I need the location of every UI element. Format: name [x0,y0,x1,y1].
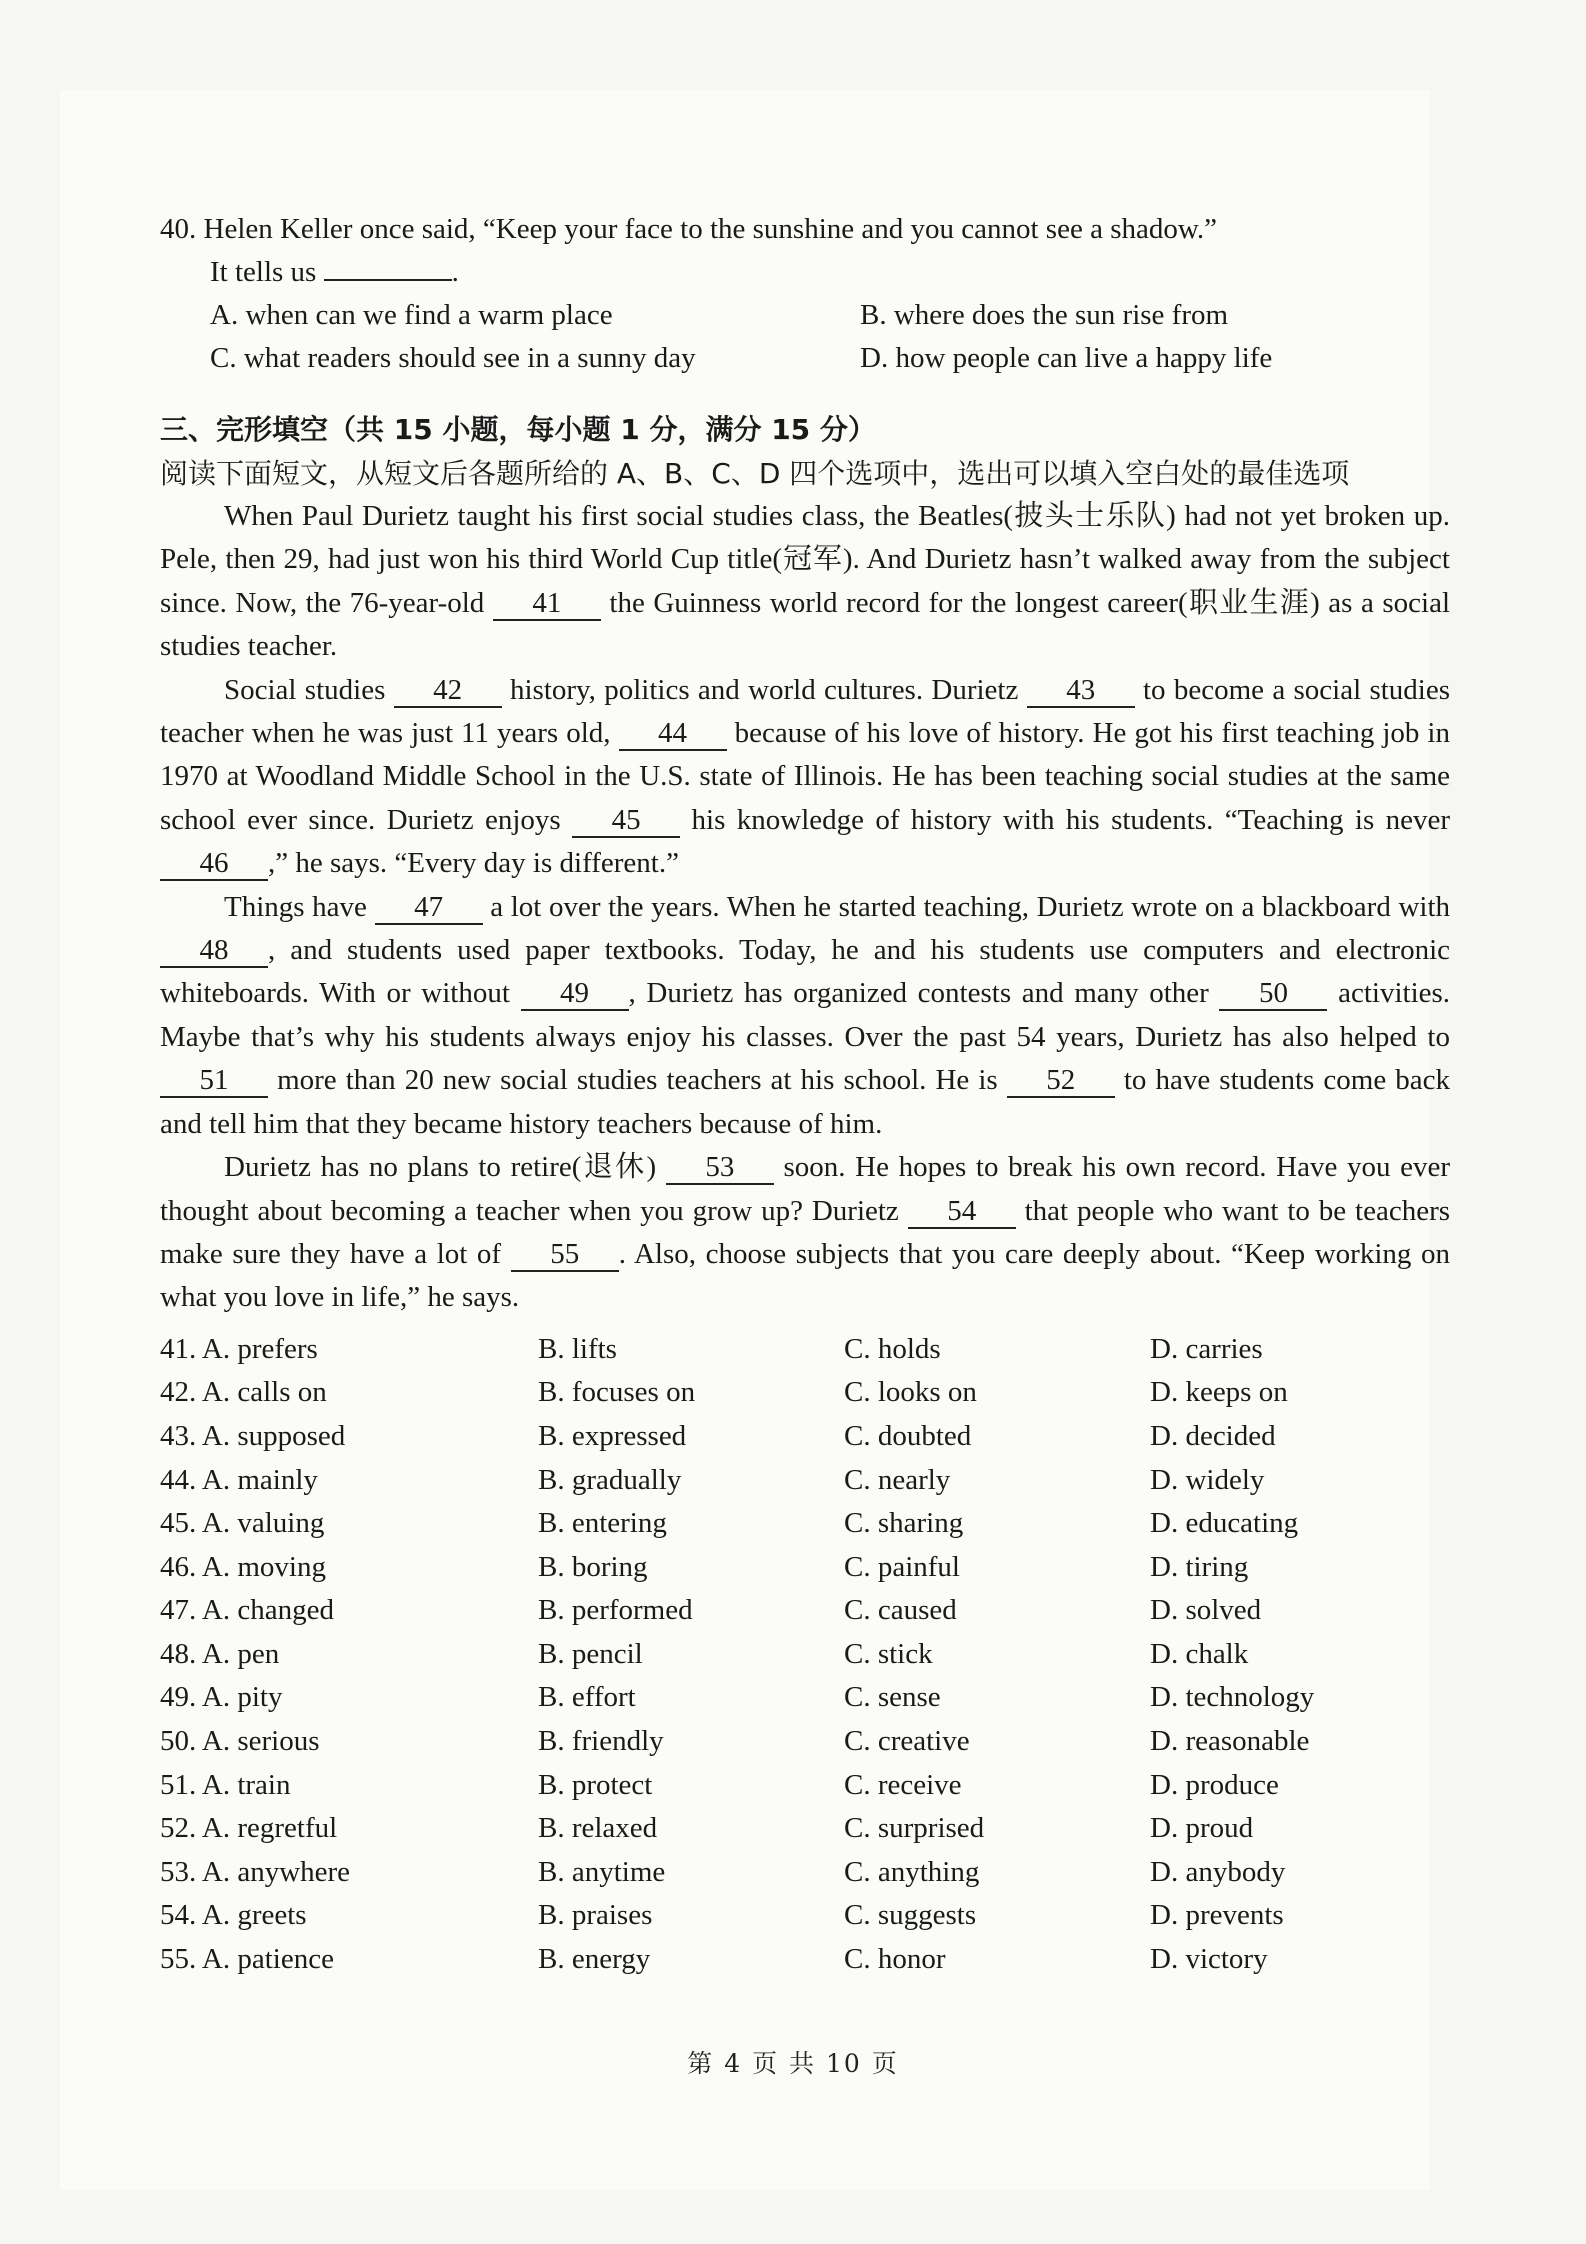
choice-option-a: 51. A. train [160,1768,291,1801]
choice-option-d: D. proud [1150,1812,1254,1845]
answer-choices [160,1328,1450,1982]
choice-option-c: C. sharing [844,1507,964,1540]
choice-row [160,1589,1450,1633]
choice-option-b: B. friendly [538,1725,664,1758]
choice-option-c: C. honor [844,1943,946,1976]
choice-option-c: C. suggests [844,1899,977,1932]
answer-blank [324,253,452,281]
choice-option-d: D. educating [1150,1507,1299,1540]
option-c: C. what readers should see in a sunny day [210,342,696,374]
choice-option-d: D. anybody [1150,1855,1286,1888]
choice-option-b: B. effort [538,1681,636,1714]
blank-48: 48 [160,934,268,968]
choice-option-b: B. energy [538,1943,651,1976]
choice-option-b: B. gradually [538,1463,682,1496]
blank-44: 44 [619,717,727,751]
choice-option-a: 55. A. patience [160,1943,334,1976]
choice-option-b: B. expressed [538,1419,687,1452]
choice-option-a: 47. A. changed [160,1594,334,1627]
blank-54: 54 [908,1195,1016,1229]
page-number: 第 4 页 共 10 页 [687,2049,899,2078]
question-40-stem-line2: It tells us . [160,251,1450,294]
blank-45: 45 [572,804,680,838]
choice-option-b: B. focuses on [538,1376,696,1409]
choice-option-d: D. technology [1150,1681,1315,1714]
choice-option-a: 53. A. anywhere [160,1855,351,1888]
choice-option-a: 52. A. regretful [160,1812,338,1845]
blank-53: 53 [666,1151,774,1185]
choice-option-d: D. reasonable [1150,1725,1310,1758]
choice-option-c: C. sense [844,1681,941,1714]
choice-option-b: B. relaxed [538,1812,658,1845]
section-instruction: 阅读下面短文，从短文后各题所给的 A、B、C、D 四个选项中，选出可以填入空白处的最佳选项 [160,457,1350,490]
blank-50: 50 [1219,977,1327,1011]
choice-row [160,1371,1450,1415]
choice-row [160,1328,1450,1372]
choice-row [160,1633,1450,1677]
choice-option-c: C. creative [844,1725,970,1758]
choice-row [160,1938,1450,1982]
choice-option-a: 49. A. pity [160,1681,283,1714]
choice-option-c: C. nearly [844,1463,951,1496]
choice-option-d: D. produce [1150,1768,1279,1801]
choice-option-c: C. doubted [844,1419,972,1452]
choice-option-c: C. receive [844,1768,962,1801]
choice-option-a: 48. A. pen [160,1637,280,1670]
blank-43: 43 [1027,674,1135,708]
choice-row [160,1851,1450,1895]
choice-option-b: B. protect [538,1768,653,1801]
blank-47: 47 [375,891,483,925]
choice-row [160,1546,1450,1590]
paragraph-2: Social studies 42 history, politics and world cultures. Durietz 43 to become a social studies teacher when he was just 11 years old, 44 because of his love of history. He got his first teaching job in 1970 at Woodland Middle School in the U.S. state of Illinois. He has been teaching social studies at the same school ever since. Durietz enjoys 45 his knowledge of history with his students. “Teaching is never 46 ,” he says. “Every day is different.” [160,673,1451,880]
choice-option-a: 44. A. mainly [160,1463,318,1496]
choice-option-d: D. tiring [1150,1550,1249,1583]
blank-41: 41 [493,587,601,621]
paragraph-4: Durietz has no plans to retire(退休) 53 soon. He hopes to break his own record. Have you ever thought about becoming a teacher when you grow up? Durietz 54 that people who want to be teachers make sure they have a lot of 55 . Also, choose subjects that you care deeply about. “Keep working on what you love in life,” he says. [160,1151,1451,1314]
choice-row [160,1415,1450,1459]
choice-row [160,1894,1450,1938]
blank-49: 49 [521,977,629,1011]
blank-55: 55 [511,1238,619,1272]
choice-row [160,1764,1450,1808]
blank-52: 52 [1007,1064,1115,1098]
choice-option-c: C. caused [844,1594,957,1627]
choice-row [160,1720,1450,1764]
choice-option-a: 50. A. serious [160,1725,320,1758]
blank-42: 42 [394,674,502,708]
choice-option-a: 43. A. supposed [160,1419,346,1452]
choice-option-a: 45. A. valuing [160,1507,325,1540]
option-b: B. where does the sun rise from [860,299,1229,331]
choice-option-d: D. keeps on [1150,1376,1288,1409]
choice-option-d: D. solved [1150,1594,1262,1627]
section-title: 三、完形填空（共 15 小题，每小题 1 分，满分 15 分） [160,413,876,446]
choice-option-b: B. pencil [538,1637,643,1670]
question-40 [160,208,1450,294]
choice-option-d: D. victory [1150,1943,1268,1976]
paragraph-1: When Paul Durietz taught his first social studies class, the Beatles(披头士乐队) had not yet broken up. Pele, then 29, had just won his third World Cup title(冠军). And Durietz hasn’t walked away from the subject since. Now, the 76-year-old 41 the Guinness world record for the longest career(职业生涯) as a social studies teacher. [160,500,1451,663]
choice-option-b: B. boring [538,1550,648,1583]
cloze-passage [160,495,1450,1320]
choice-option-b: B. praises [538,1899,653,1932]
blank-46: 46 [160,847,268,881]
choice-option-b: B. performed [538,1594,693,1627]
choice-option-d: D. widely [1150,1463,1265,1496]
question-40-options [160,294,1450,380]
choice-option-a: 41. A. prefers [160,1332,318,1365]
choice-option-c: C. holds [844,1332,941,1365]
choice-row [160,1676,1450,1720]
choice-option-b: B. entering [538,1507,667,1540]
choice-option-d: D. chalk [1150,1637,1249,1670]
paragraph-3: Things have 47 a lot over the years. When he started teaching, Durietz wrote on a blackboard with 48 , and students used paper textbooks. Today, he and his students use computers and electronic whiteboards. With or without 49 , Durietz has organized contests and many other 50 activities. Maybe that’s why his students always enjoy his classes. Over the past 54 years, Durietz has also helped to 51 more than 20 new social studies teachers at his school. He is 52 to have students come back and tell him that they became history teachers because of him. [160,890,1451,1140]
choice-option-b: B. anytime [538,1855,666,1888]
choice-option-c: C. anything [844,1855,980,1888]
choice-option-d: D. prevents [1150,1899,1284,1932]
option-a: A. when can we find a warm place [210,299,613,331]
choice-option-c: C. stick [844,1637,933,1670]
option-d: D. how people can live a happy life [860,342,1273,374]
choice-option-a: 42. A. calls on [160,1376,327,1409]
choice-option-a: 46. A. moving [160,1550,326,1583]
blank-51: 51 [160,1064,268,1098]
choice-row [160,1807,1450,1851]
choice-option-b: B. lifts [538,1332,617,1365]
choice-option-c: C. painful [844,1550,960,1583]
question-40-stem: 40. Helen Keller once said, “Keep your face to the sunshine and you cannot see a shadow.” [160,213,1218,245]
choice-row [160,1502,1450,1546]
choice-row [160,1459,1450,1503]
choice-option-a: 54. A. greets [160,1899,307,1932]
choice-option-c: C. surprised [844,1812,985,1845]
page-content [160,208,1450,1982]
choice-option-d: D. carries [1150,1332,1263,1365]
choice-option-c: C. looks on [844,1376,977,1409]
choice-option-d: D. decided [1150,1419,1276,1452]
